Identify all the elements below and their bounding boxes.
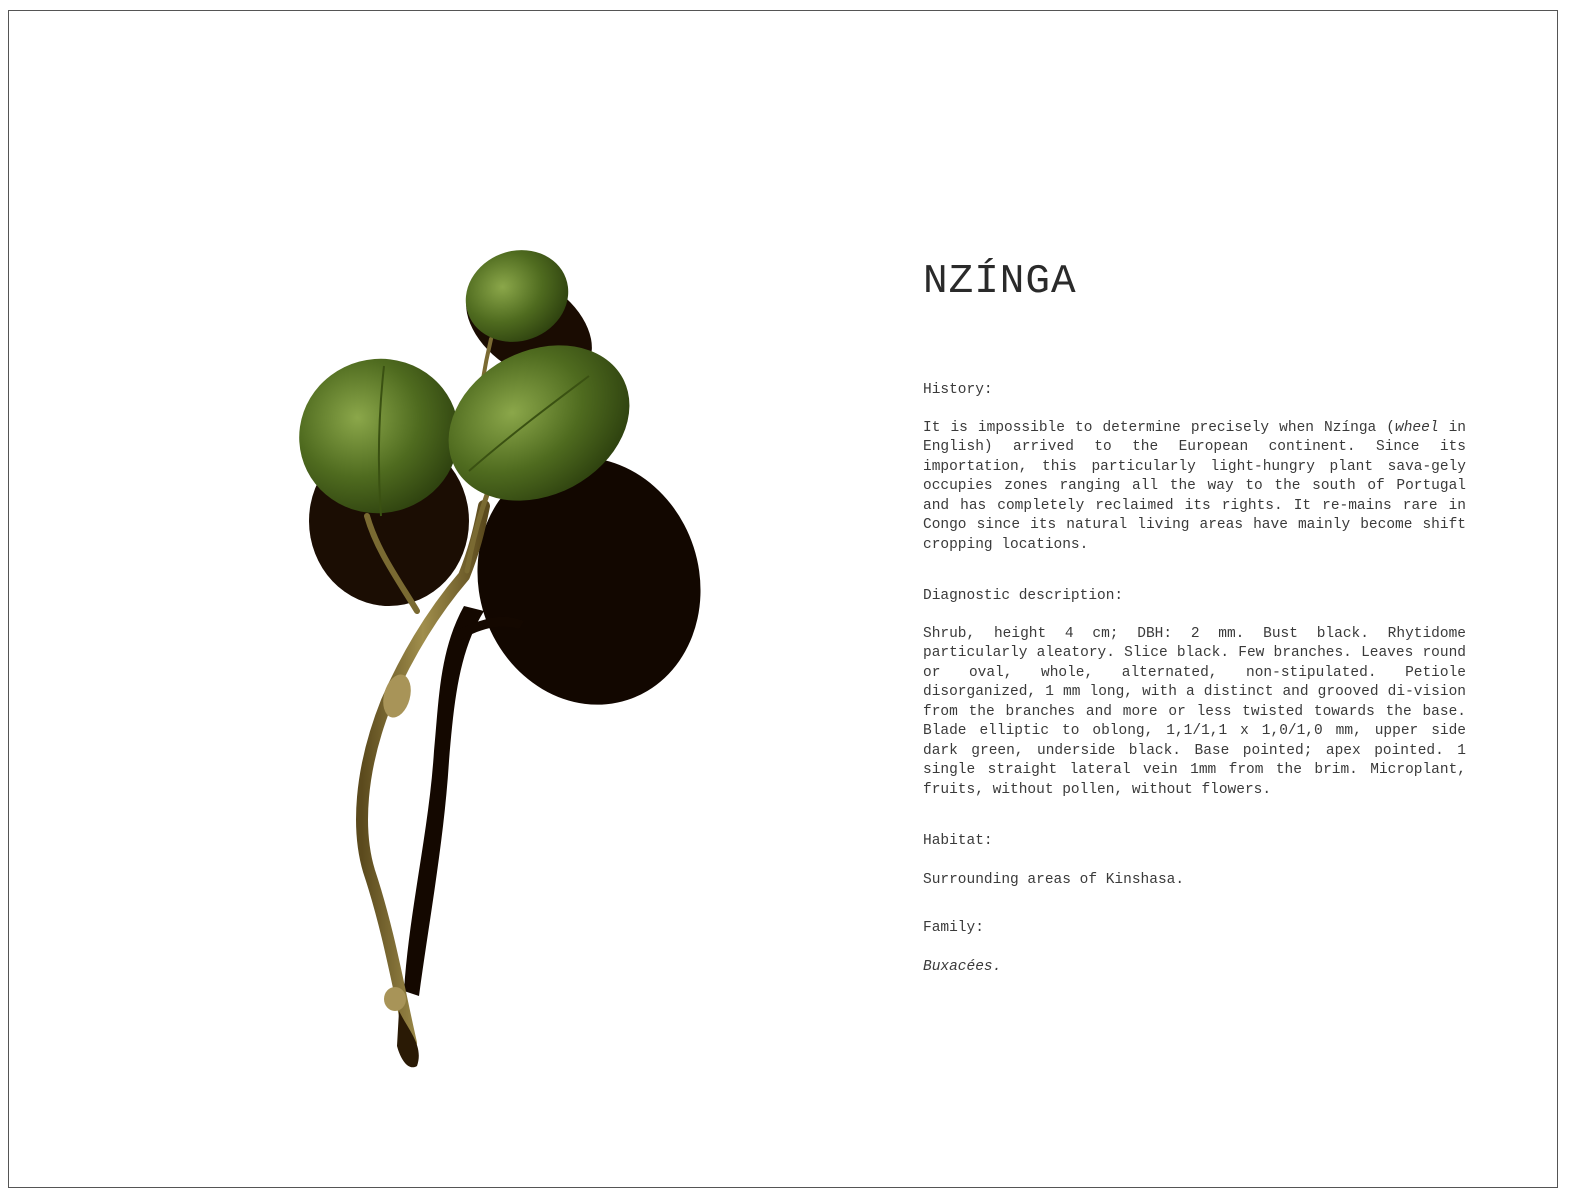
- page-frame: [8, 10, 1558, 1188]
- history-body-emphasis: wheel: [1395, 419, 1439, 436]
- history-heading: History:: [923, 382, 993, 398]
- page-title: NZÍNGA: [923, 259, 1077, 305]
- history-body-end: in English) arrived to the European continent. Since its importation, this particularly light-hungry plant sava-gely occupies zones ranging all the way to the south of Portugal and has completely reclaimed its rights. It re-mains rare in Congo since its natural living areas have mainly become shift cropping locations.: [923, 419, 1466, 553]
- diagnostic-body: Shrub, height 4 cm; DBH: 2 mm. Bust black. Rhytidome particularly aleatory. Slice black. Few branches. Leaves round or oval, whole, alternated, non-stipulated. Petiole disorganized, 1 mm long, with a distinct and grooved di-vision from the branches and more or less twisted towards the base. Blade elliptic to oblong, 1,1/1,1 x 1,0/1,0 mm, upper side dark green, underside black. Base pointed; apex pointed. 1 single straight lateral vein 1mm from the brim. Microplant, fruits, without pollen, without flowers.: [923, 625, 1466, 798]
- diagnostic-heading: Diagnostic description:: [923, 588, 1124, 604]
- family-heading: Family:: [923, 920, 984, 936]
- habitat-body: Surrounding areas of Kinshasa.: [923, 871, 1185, 888]
- plant-photo: [259, 231, 739, 1091]
- history-body-start: It is impossible to determine precisely when Nzínga (: [923, 419, 1396, 436]
- habitat-heading: Habitat:: [923, 833, 993, 849]
- family-body: Buxacées.: [923, 958, 1002, 975]
- history-body: [923, 419, 1466, 556]
- specimen-description: [923, 259, 1466, 977]
